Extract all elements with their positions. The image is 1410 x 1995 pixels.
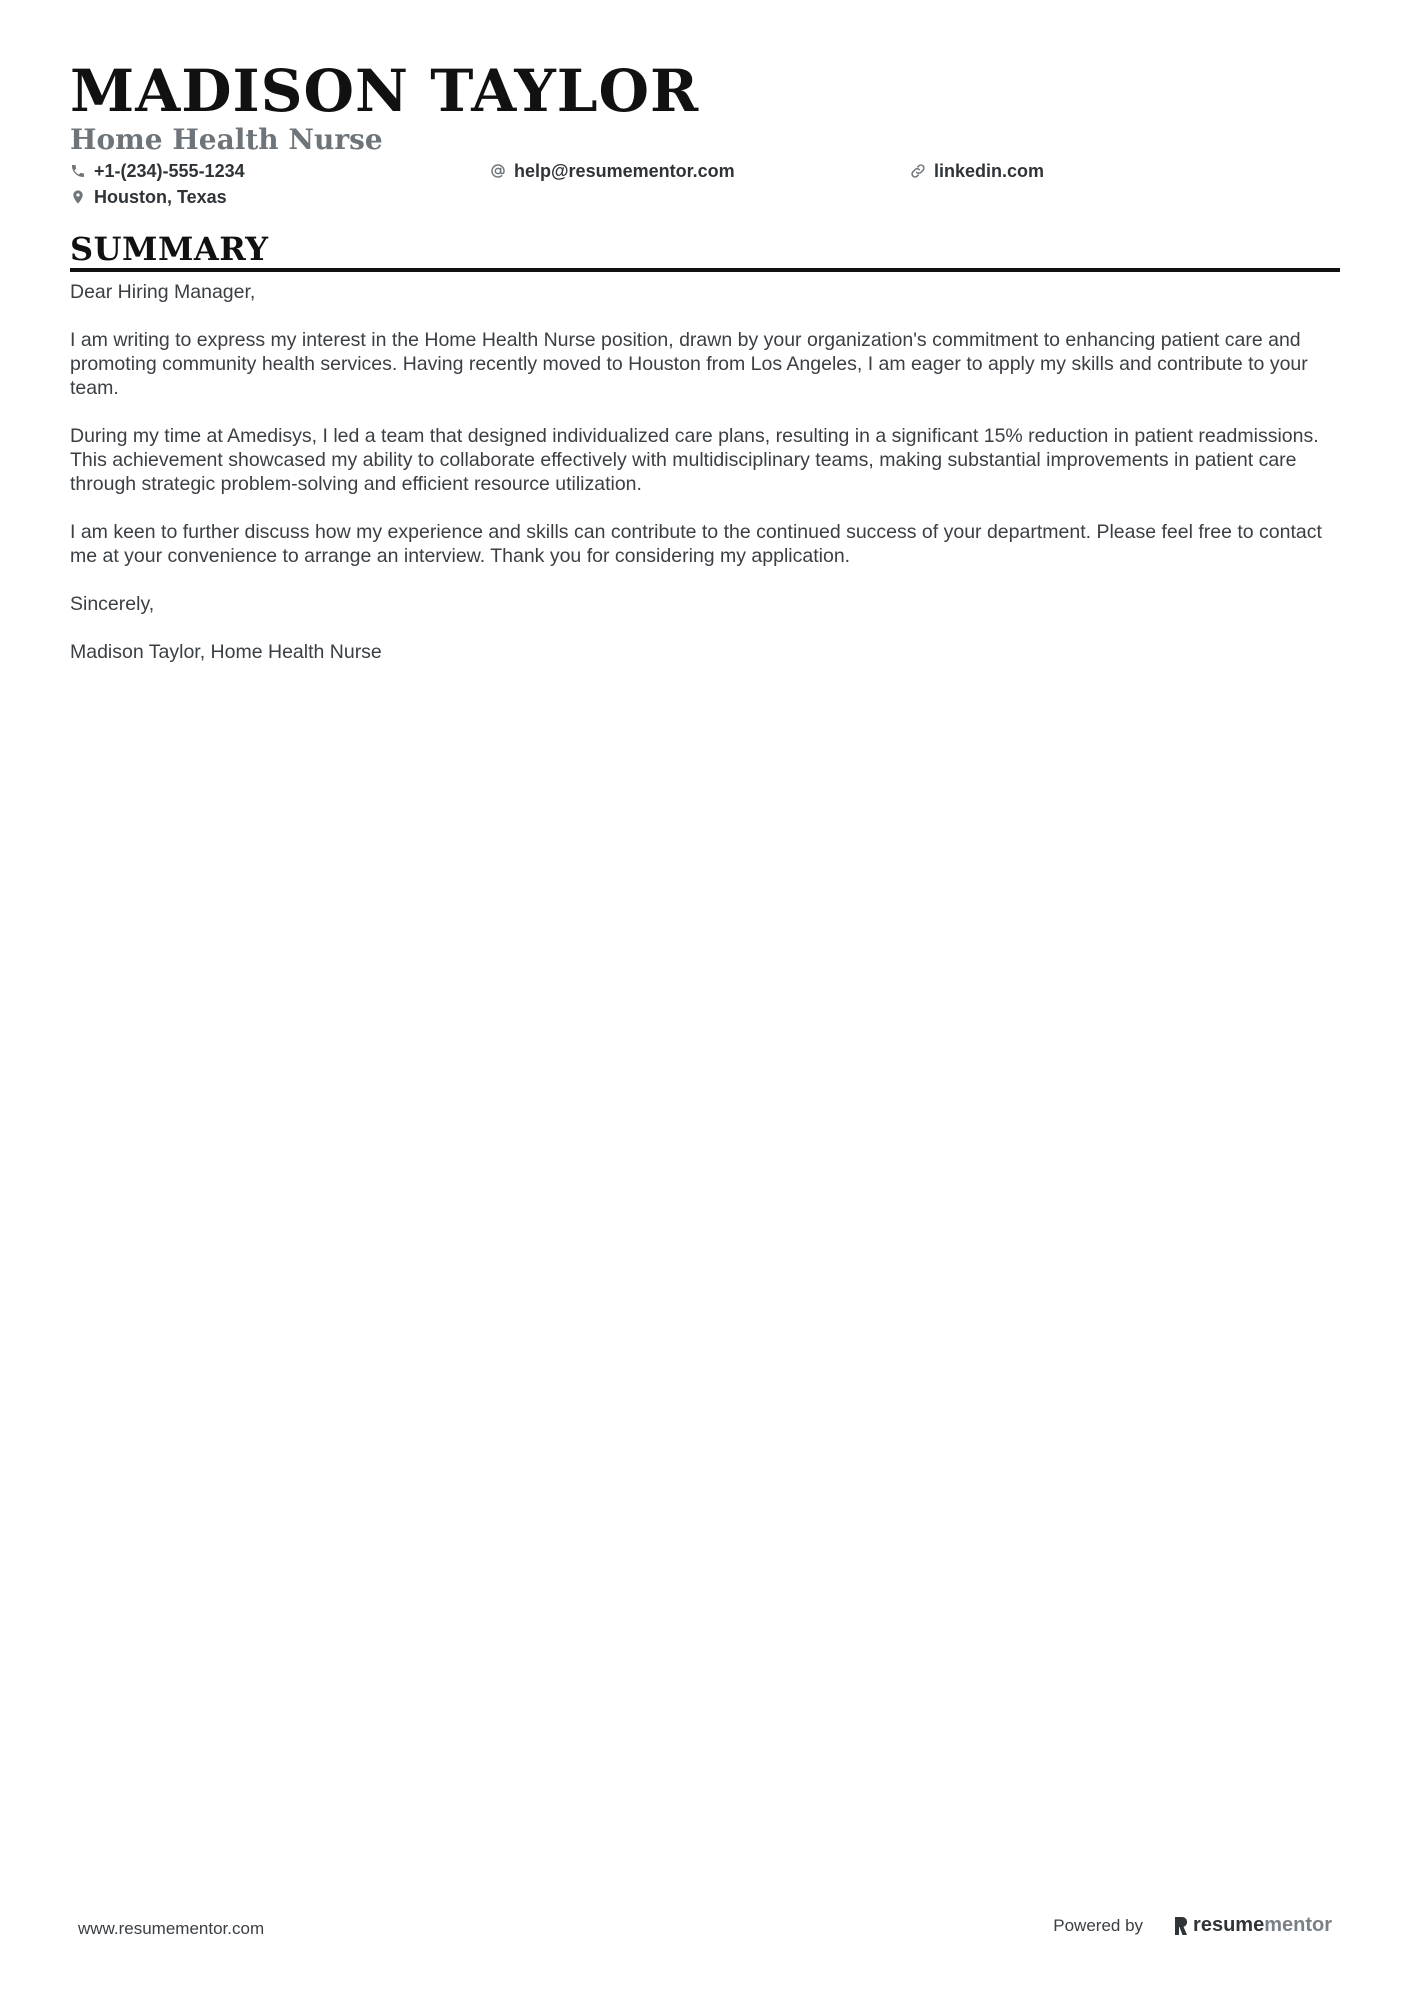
contact-info — [70, 158, 1340, 210]
contact-linkedin[interactable] — [910, 158, 1044, 184]
phone-icon — [70, 163, 86, 179]
map-pin-icon — [70, 189, 86, 205]
phone-text: +1-(234)-555-1234 — [94, 160, 245, 181]
job-title: Home Health Nurse — [70, 123, 383, 156]
section-divider — [70, 268, 1340, 272]
footer-brand — [1053, 1914, 1332, 1937]
location-text: Houston, Texas — [94, 186, 227, 207]
powered-by-label: Powered by — [1053, 1915, 1144, 1935]
letter-paragraph: I am writing to express my interest in the Home Health Nurse position, drawn by your organization's commitment to enhancing patient care and promoting community health services. Having recently moved to Houston from Los Angeles, I am eager to apply my skills and contribute to your team. — [70, 329, 1308, 399]
letter-closing: Sincerely, — [70, 593, 155, 615]
brand-text-resume: resume — [1193, 1914, 1265, 1936]
contact-phone[interactable] — [70, 158, 245, 184]
linkedin-text: linkedin.com — [934, 160, 1045, 181]
letter-greeting: Dear Hiring Manager, — [70, 281, 256, 303]
resumementor-logo-icon — [1173, 1916, 1189, 1936]
link-icon — [910, 163, 926, 179]
contact-email[interactable] — [490, 158, 735, 184]
email-text: help@resumementor.com — [514, 160, 735, 181]
footer-website[interactable]: www.resumementor.com — [78, 1919, 265, 1938]
at-icon — [490, 163, 506, 179]
summary-heading: SUMMARY — [70, 230, 269, 268]
resume-page — [70, 58, 1340, 688]
letter-paragraph: I am keen to further discuss how my experience and skills can contribute to the continued success of your department. Please feel free to contact me at your convenience to arrange an interview. Thank you for considering my application. — [70, 521, 1322, 567]
summary-body — [70, 280, 1340, 664]
candidate-name: MADISON TAYLOR — [70, 57, 700, 125]
contact-location — [70, 184, 227, 210]
resumementor-logo[interactable] — [1173, 1914, 1332, 1937]
brand-text-mentor: mentor — [1264, 1914, 1332, 1936]
letter-signature: Madison Taylor, Home Health Nurse — [70, 641, 382, 663]
letter-paragraph: During my time at Amedisys, I led a team that designed individualized care plans, resulting in a significant 15% reduction in patient readmissions. This achievement showcased my ability to collaborate effectively with multidisciplinary teams, making substantial improvements in patient care through strategic problem-solving and efficient resource utilization. — [70, 425, 1319, 495]
